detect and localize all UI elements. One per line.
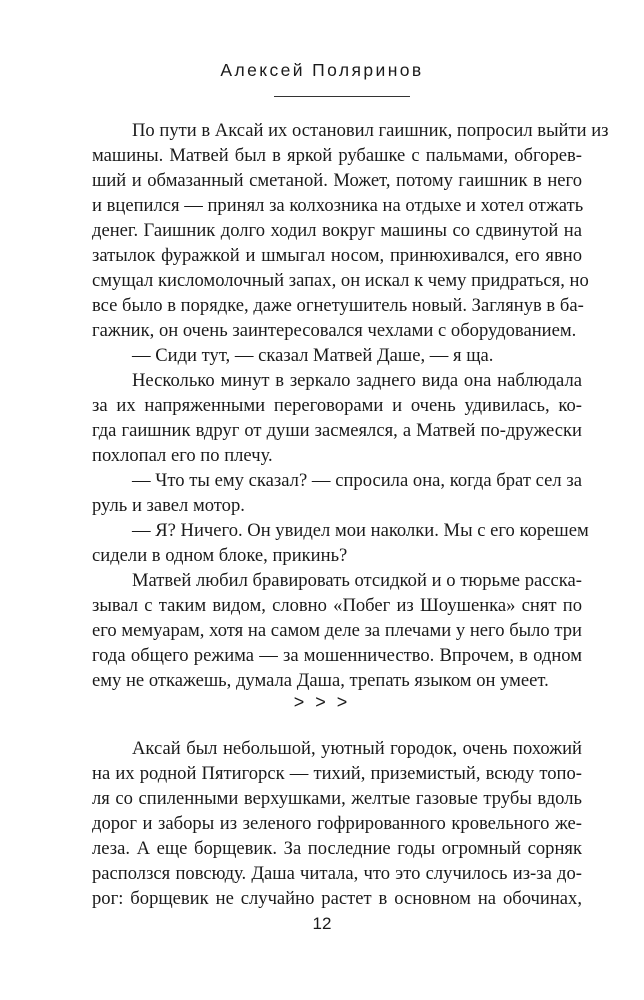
text-line: Матвей любил бравировать отсидкой и о тюрьме расска- [132, 570, 582, 591]
text-line: расползся повсюду. Даша читала, что это случилось из-за до- [92, 863, 582, 884]
text-block-1 [92, 118, 609, 693]
text-line: — Сиди тут, — сказал Матвей Даше, — я ща. [132, 345, 494, 366]
section-separator: > > > [293, 692, 351, 712]
text-line: денег. Гаишник долго ходил вокруг машины со сдвинутой на [92, 220, 582, 241]
page-number: 12 [312, 914, 332, 933]
text-line: смущал кисломолочный запах, он искал к чему придраться, но [92, 270, 589, 291]
text-line: леза. А еще борщевик. За последние годы огромный сорняк [92, 838, 582, 859]
text-line: — Что ты ему сказал? — спросила она, когда брат сел за [132, 470, 582, 491]
text-line: похлопал его по плечу. [92, 445, 273, 466]
text-line: гажник, он очень заинтересовался чехлами с оборудованием. [92, 320, 577, 341]
text-line: рог: борщевик не случайно растет в основном на обочинах, [92, 888, 582, 909]
text-line: зывал с таким видом, словно «Побег из Шоушенка» снят по [92, 595, 582, 616]
text-line: машины. Матвей был в яркой рубашке с пальмами, обгорев- [92, 145, 582, 166]
text-line: — Я? Ничего. Он увидел мои наколки. Мы с его корешем [132, 520, 589, 541]
text-line: и вцепился — принял за колхозника на отдыхе и хотел отжать [92, 195, 584, 216]
header-divider [274, 96, 410, 97]
text-line: сидели в одном блоке, прикинь? [92, 545, 348, 566]
text-line: руль и завел мотор. [92, 495, 245, 516]
text-line: затылок фуражкой и шмыгал носом, принюхивался, его явно [92, 245, 582, 266]
text-line: дорог и заборы из зеленого гофрированного кровельного же- [92, 813, 582, 834]
text-line: По пути в Аксай их остановил гаишник, попросил выйти из [132, 120, 609, 141]
text-line: его мемуарам, хотя на самом деле за плечами у него было три [92, 620, 582, 641]
text-line: за их напряженными переговорами и очень удивилась, ко- [92, 395, 582, 416]
text-line: Аксай был небольшой, уютный городок, очень похожий [132, 738, 582, 759]
text-line: ший и обмазанный сметаной. Может, потому гаишник в него [92, 170, 582, 191]
text-line: на их родной Пятигорск — тихий, приземистый, всюду топо- [92, 763, 582, 784]
text-line: года общего режима — за мошенничество. Впрочем, в одном [92, 645, 582, 666]
text-line: Несколько минут в зеркало заднего вида она наблюдала [132, 370, 582, 391]
text-line: ему не откажешь, думала Даша, трепать языком он умеет. [92, 670, 549, 691]
text-line: все было в порядке, даже огнетушитель новый. Заглянув в ба- [92, 295, 584, 316]
text-line: ля со спиленными верхушками, желтые газовые трубы вдоль [92, 788, 582, 809]
running-header-author: Алексей Поляринов [220, 60, 424, 80]
text-block-2 [92, 736, 582, 911]
text-line: гда гаишник вдруг от души засмеялся, а Матвей по-дружески [92, 420, 582, 441]
